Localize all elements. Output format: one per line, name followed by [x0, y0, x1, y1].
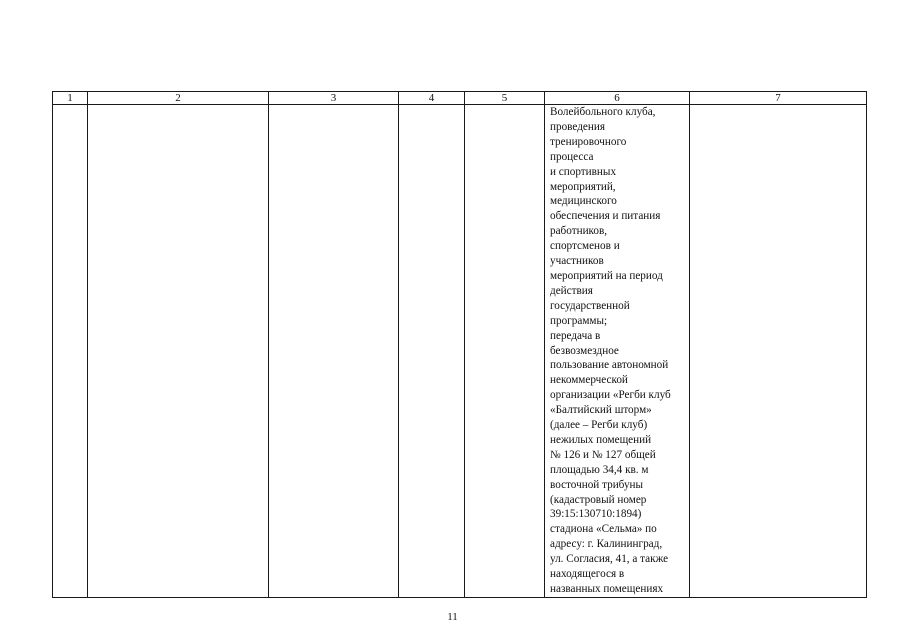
column-header-5: 5	[465, 92, 545, 105]
text-line: программы;	[550, 314, 608, 327]
text-line: мероприятий,	[550, 180, 616, 193]
cell-col-4	[399, 105, 465, 598]
text-line: № 126 и № 127 общей	[550, 448, 656, 461]
text-line: действия	[550, 284, 593, 297]
column-header-3: 3	[269, 92, 399, 105]
page-number: 11	[447, 611, 458, 623]
text-line: государственной	[550, 299, 630, 312]
column-header-7: 7	[690, 92, 867, 105]
text-line: и спортивных	[550, 165, 617, 178]
text-line: безвозмездное	[550, 344, 619, 357]
text-line: адресу: г. Калининград,	[550, 538, 663, 551]
text-line: участников	[550, 255, 604, 268]
text-line: нежилых помещений	[550, 433, 652, 446]
text-line: названных помещениях	[550, 583, 664, 595]
header-row	[53, 92, 867, 105]
text-line: стадиона «Сельма» по	[550, 523, 657, 536]
cell-col-5	[465, 105, 545, 598]
text-line: ул. Согласия, 41, а также	[550, 553, 669, 566]
cell-col-1	[53, 105, 88, 598]
text-line: процесса	[550, 150, 594, 163]
text-line: передача в	[550, 329, 601, 342]
text-line: площадью 34,4 кв. м	[550, 463, 649, 476]
cell-col-6	[545, 105, 690, 598]
text-line: (кадастровый номер	[550, 493, 647, 506]
text-line: Волейбольного клуба,	[550, 106, 656, 118]
column-header-1: 1	[53, 92, 88, 105]
cell-col-7	[690, 105, 867, 598]
column-header-6: 6	[545, 92, 690, 105]
text-line: работников,	[550, 225, 608, 238]
text-line: «Балтийский шторм»	[550, 404, 652, 417]
table-row	[53, 105, 867, 598]
text-line: спортсменов и	[550, 240, 620, 253]
column-header-4: 4	[399, 92, 465, 105]
text-line: тренировочного	[550, 135, 627, 148]
text-line: медицинского	[550, 195, 617, 208]
column-header-2: 2	[88, 92, 269, 105]
table-header	[53, 92, 867, 105]
text-line: некоммерческой	[550, 374, 628, 387]
text-line: восточной трибуны	[550, 478, 644, 491]
text-line: 39:15:130710:1894)	[550, 508, 642, 521]
text-line: находящегося в	[550, 568, 625, 581]
cell-col-3	[269, 105, 399, 598]
table-body	[53, 105, 867, 598]
text-line: (далее – Регби клуб)	[550, 419, 648, 432]
text-line: организации «Регби клуб	[550, 389, 671, 402]
cell-col-6-text	[545, 105, 689, 597]
text-line: пользование автономной	[550, 359, 669, 372]
cell-col-2	[88, 105, 269, 598]
text-line: обеспечения и питания	[550, 210, 661, 223]
text-line: проведения	[550, 120, 605, 133]
document-table	[52, 91, 867, 598]
text-line: мероприятий на период	[550, 269, 663, 282]
